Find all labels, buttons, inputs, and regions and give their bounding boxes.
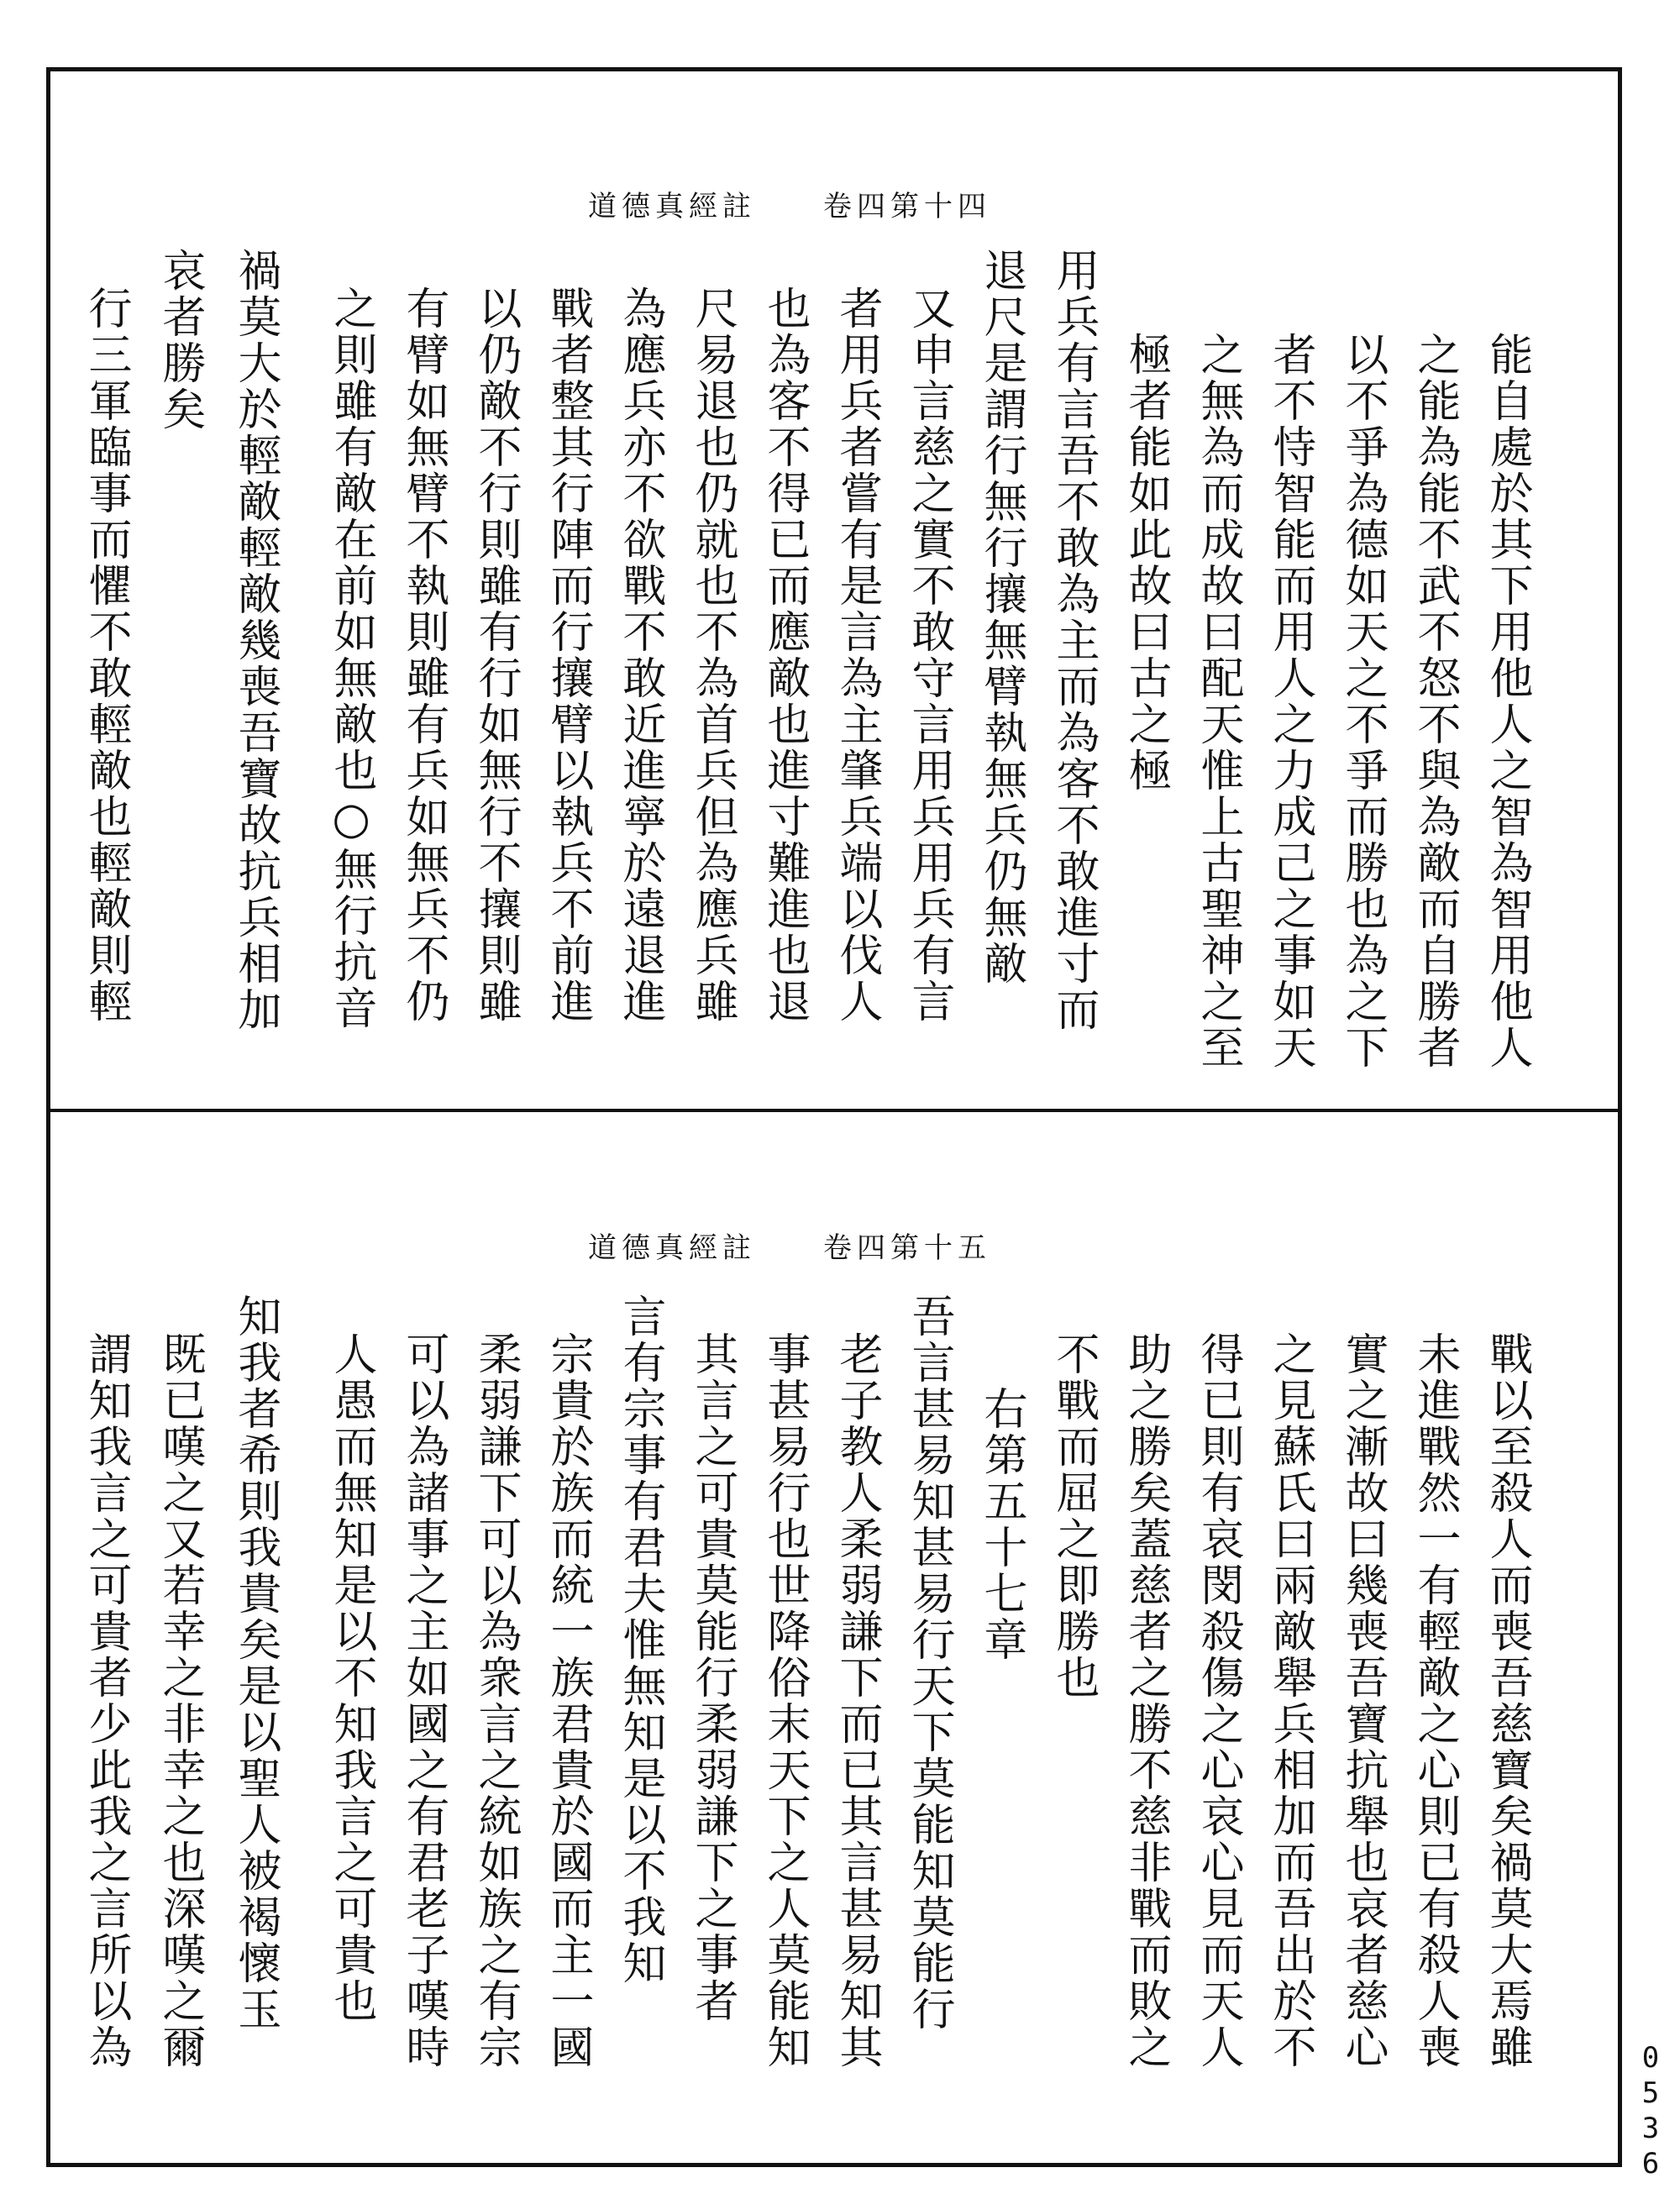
bottom-column-18: 知我者希則我貴矣是以聖人被褐懷玉	[230, 1294, 281, 2033]
top-column-20: 行三軍臨事而懼不敢輕敵也輕敵則輕	[81, 286, 131, 1025]
top-column-13: 為應兵亦不欲戰不敢近進寧於遠退進	[615, 286, 665, 1025]
half-divider	[46, 1109, 1622, 1112]
top-column-10: 者用兵者嘗有是言為主肇兵端以伐人	[832, 286, 882, 1025]
bottom-column-4: 之見蘇氏曰兩敵舉兵相加而吾出於不	[1265, 1331, 1315, 2070]
top-column-11: 也為客不得已而應敵也進寸難進也退	[759, 286, 810, 1025]
bottom-column-3: 實之漸故曰幾喪吾寶抗舉也哀者慈心	[1337, 1331, 1388, 2070]
bottom-column-1: 戰以至殺人而喪吾慈寶矣禍莫大焉雖	[1482, 1331, 1532, 2070]
top-column-15: 以仍敵不行則雖有行如無行不攘則雖	[470, 286, 521, 1025]
top-column-19: 哀者勝矣	[155, 248, 205, 433]
bottom-column-2: 未進戰然一有輕敵之心則已有殺人喪	[1410, 1331, 1460, 2070]
top-column-3: 以不爭為德如天之不爭而勝也為之下	[1337, 332, 1388, 1071]
top-column-5: 之無為而成故曰配天惟上古聖神之至	[1193, 332, 1243, 1071]
top-running-header: 道德真經註 卷四第十四	[588, 190, 991, 223]
bottom-column-6: 助之勝矣蓋慈者之勝不慈非戰而敗之	[1121, 1331, 1171, 2070]
bottom-column-15: 柔弱謙下可以為衆言之統如族之有宗	[470, 1331, 521, 2070]
top-column-4: 者不恃智能而用人之力成己之事如天	[1265, 332, 1315, 1071]
bottom-column-11: 事甚易行也世降俗末天下之人莫能知	[759, 1331, 810, 2070]
top-column-12: 尺易退也仍就也不為首兵但為應兵雖	[687, 286, 738, 1025]
bottom-column-8: 右第五十七章	[976, 1386, 1026, 1663]
bottom-column-9: 吾言甚易知甚易行天下莫能知莫能行	[904, 1294, 954, 2033]
bottom-column-17: 人愚而無知是以不知我言之可貴也	[326, 1331, 376, 2024]
top-column-9: 又申言慈之實不敢守言用兵用兵有言	[904, 286, 954, 1025]
bottom-running-header: 道德真經註 卷四第十五	[588, 1231, 991, 1265]
page-number: 0536	[1634, 2041, 1667, 2182]
top-column-7: 用兵有言吾不敢為主而為客不敢進寸而	[1048, 248, 1099, 1033]
top-column-8: 退尺是謂行無行攘無臂執無兵仍無敵	[976, 248, 1026, 987]
bottom-column-7: 不戰而屈之即勝也	[1048, 1331, 1099, 1701]
top-column-18: 禍莫大於輕敵輕敵幾喪吾寶故抗兵相加	[230, 248, 281, 1033]
top-column-6: 極者能如此故曰古之極	[1121, 332, 1171, 794]
bottom-column-10: 老子教人柔弱謙下而已其言甚易知其	[832, 1331, 882, 2070]
top-column-16: 有臂如無臂不執則雖有兵如無兵不仍	[398, 286, 449, 1025]
top-column-1: 能自處於其下用他人之智為智用他人	[1482, 332, 1532, 1071]
bottom-column-20: 謂知我言之可貴者少此我之言所以為	[81, 1331, 131, 2070]
top-column-14: 戰者整其行陣而行攘臂以執兵不前進	[543, 286, 593, 1025]
bottom-column-16: 可以為諸事之主如國之有君老子嘆時	[398, 1331, 449, 2070]
bottom-column-5: 得已則有哀閔殺傷之心哀心見而天人	[1193, 1331, 1243, 2070]
bottom-column-19: 既已嘆之又若幸之非幸之也深嘆之爾	[155, 1331, 205, 2070]
top-column-17: 之則雖有敵在前如無敵也○無行抗音	[326, 286, 376, 1031]
top-column-2: 之能為能不武不怒不與為敵而自勝者	[1410, 332, 1460, 1071]
bottom-column-13: 言有宗事有君夫惟無知是以不我知	[615, 1294, 665, 1986]
bottom-column-14: 宗貴於族而統一族君貴於國而主一國	[543, 1331, 593, 2070]
bottom-column-12: 其言之可貴莫能行柔弱謙下之事者	[687, 1331, 738, 2024]
